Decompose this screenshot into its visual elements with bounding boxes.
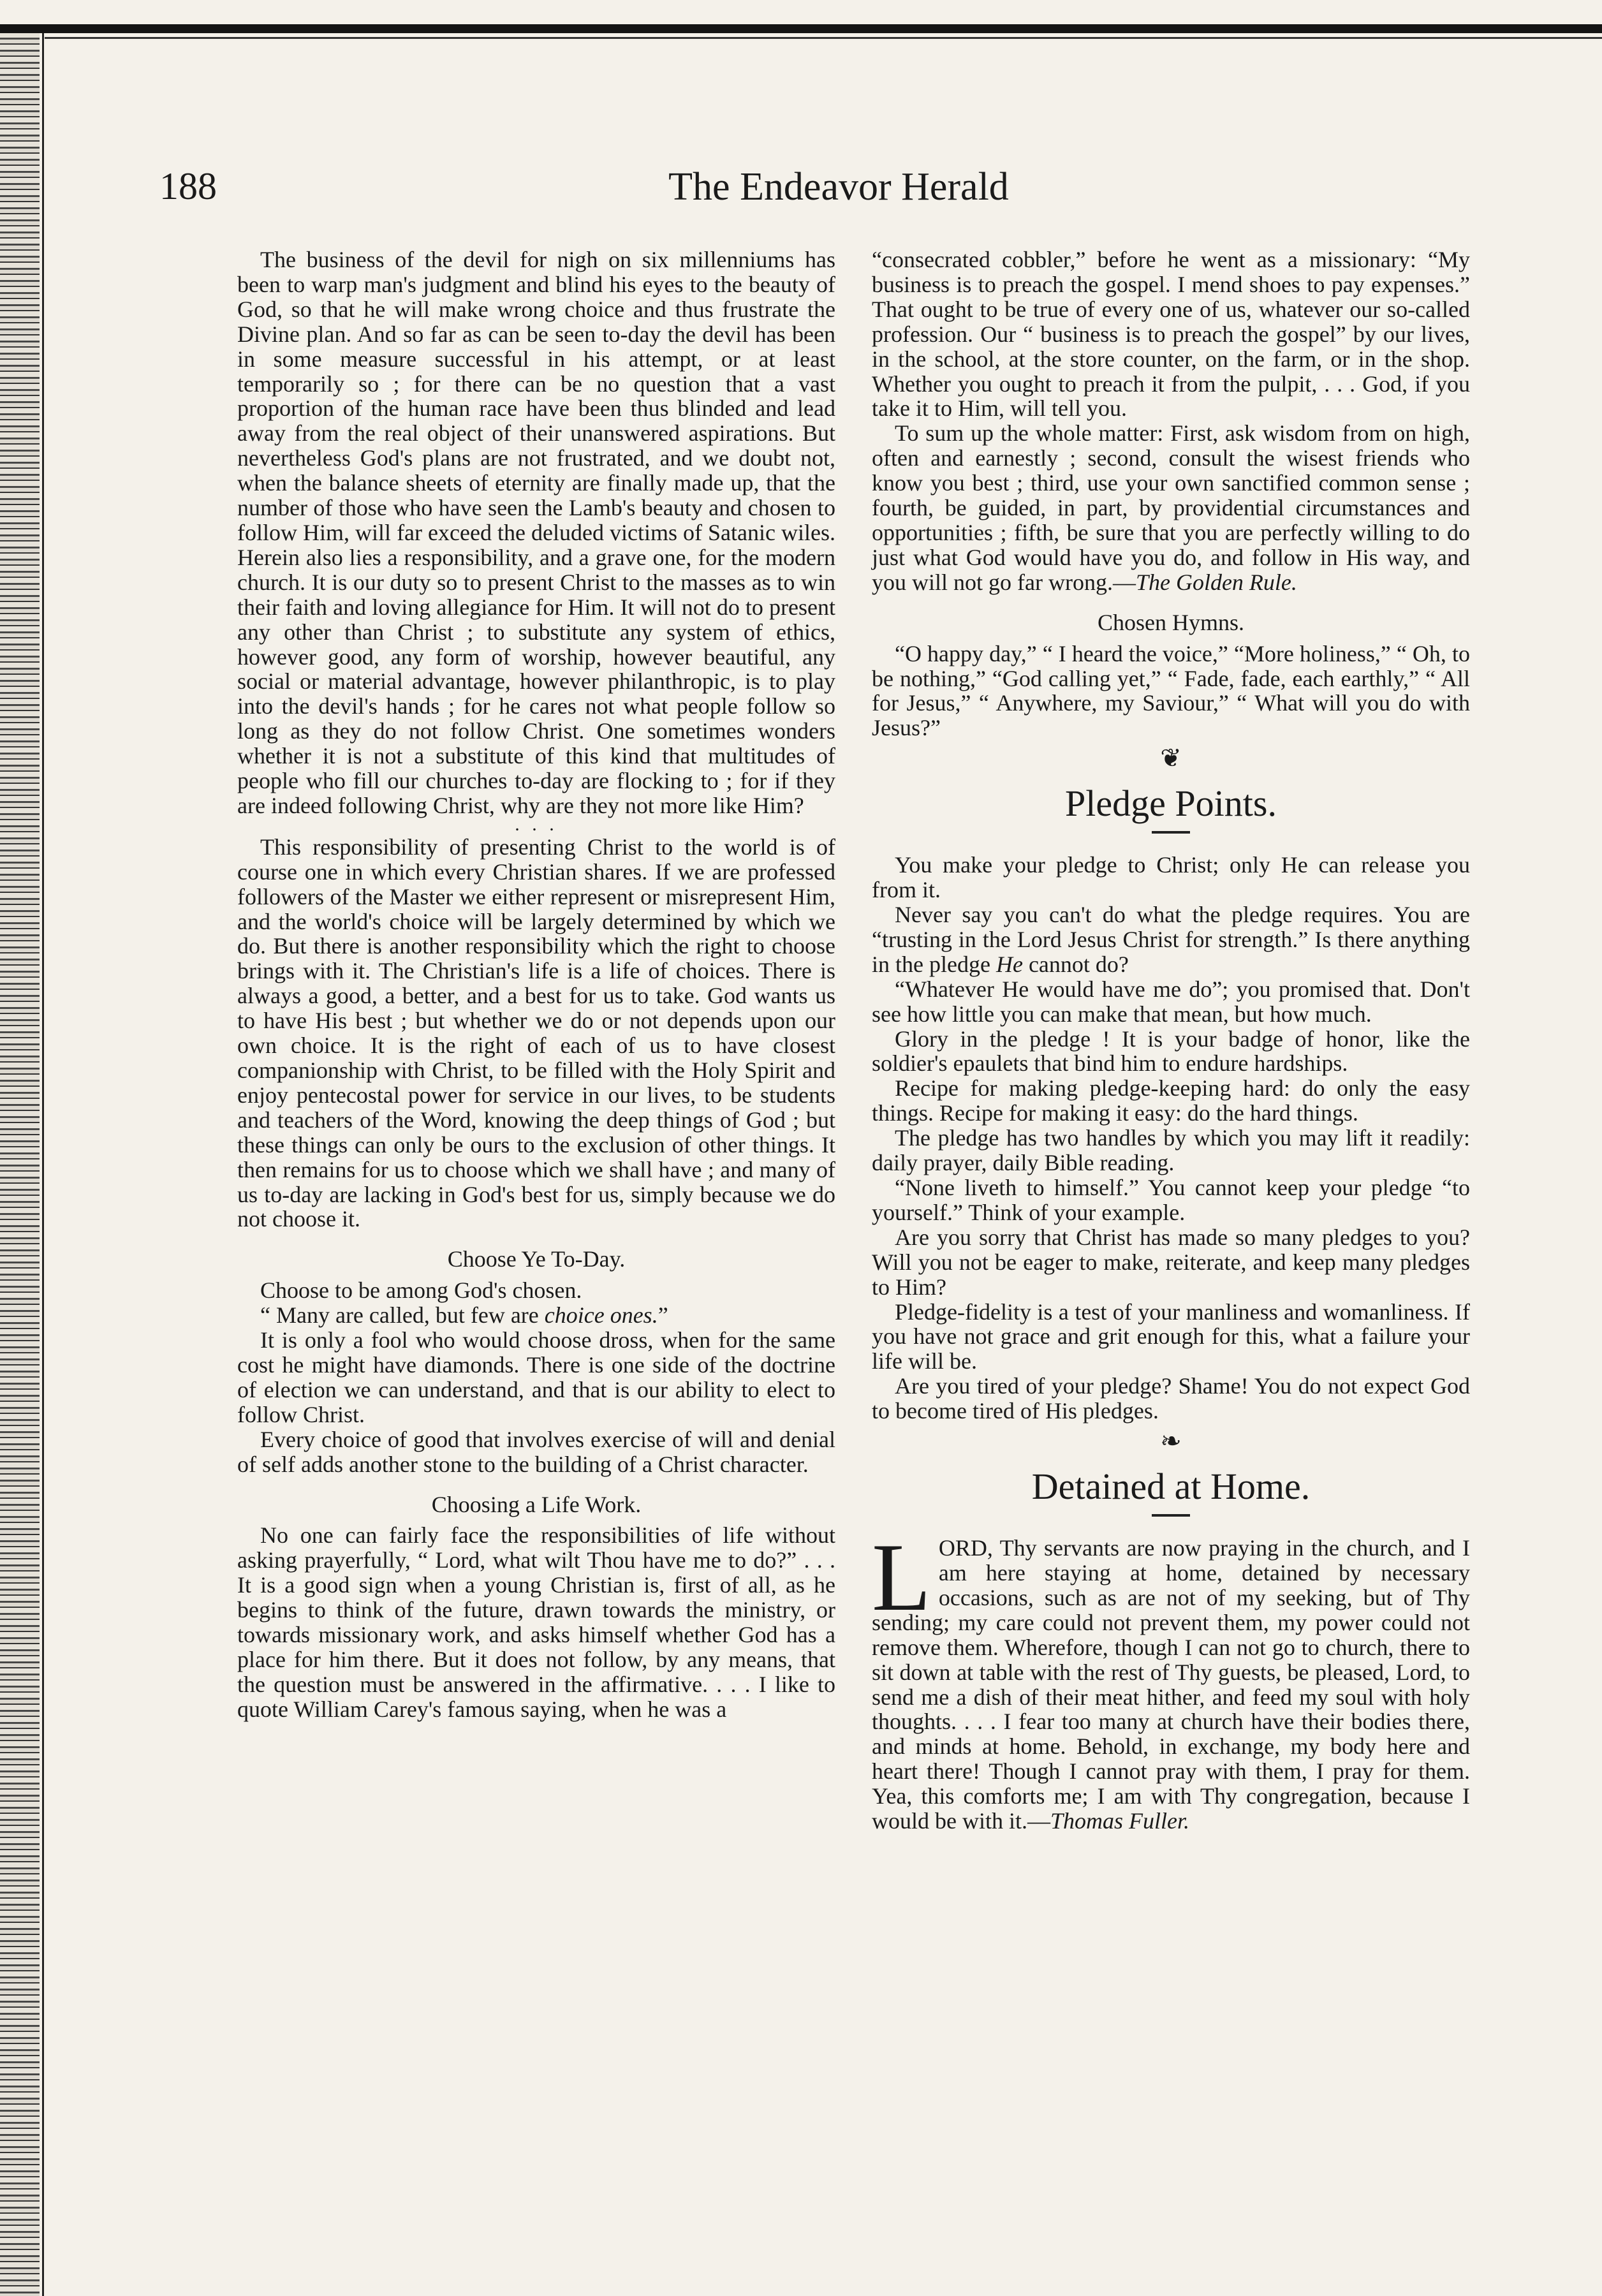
paragraph: Never say you can't do what the pledge requires. You are “trusting in the Lord Jesus Christ for strength.” Is there anything in the pledge He cannot do? xyxy=(872,902,1470,977)
fleuron-ornament: ❦ xyxy=(1160,744,1182,773)
paragraph: You make your pledge to Christ; only He can release you from it. xyxy=(872,852,1470,903)
book-binding-edge xyxy=(0,26,40,2296)
paragraph: Are you tired of your pledge? Shame! You do not expect God to become tired of His pledges. xyxy=(872,1373,1470,1424)
top-rule-thin xyxy=(45,37,1602,39)
fleuron-ornament: ❧ xyxy=(1160,1427,1182,1456)
paragraph: “O happy day,” “ I heard the voice,” “More holiness,” “ Oh, to be nothing,” “God calling yet,” “ Fade, fade, each earthly,” “ All for Jesus,” “ Anywhere, my Saviour,” “ What will you do with Jesus?” xyxy=(872,640,1470,741)
paragraph: Choose to be among God's chosen. xyxy=(260,1277,582,1304)
left-column xyxy=(237,247,835,1722)
paragraph: This responsibility of presenting Christ to the world is of course one in which every Christian shares. If we are professed followers of the Master we either represent or misrepresent Him, and the world's choice will be largely determined by which we do. But there is another responsibility which the right to choose brings with it. The Christian's life is a life of choices. There is always a good, a better, and a best for us to take. God wants us to have His best ; but whether we do or not depends upon our own choice. It is the right of each of us to have closest companionship with Christ, to be filled with the Holy Spirit and enjoy pentecostal power for service in our lives, to be students and teachers of the Word, knowing the deep things of God ; but these things can only be ours to the exclusion of other things. It then remains for us to choose which we shall have ; and many of us to-day are lacking in God's best for us, simply because we do not choose it. xyxy=(237,834,835,1232)
paragraph: The business of the devil for nigh on six millenniums has been to warp man's judgment and blind his eyes to the beauty of God, so that he will make wrong choice and thus frustrate the Divine plan. And so far as can be seen to-day the devil has been in some measure successful in his attempt, or at least temporarily so ; for there can be no question that a vast proportion of the human race have been thus blinded and lead away from the real object of their unanswered aspirations. But nevertheless God's plans are not frustrated, and we doubt not, when the balance sheets of eternity are finally made up, that the number of those who have seen the Lamb's beauty and chosen to follow Him, will far exceed the deluded victims of Satanic wiles. Herein also lies a responsibility, and a grave one, for the modern church. It is our duty so to present Christ to the masses as to win their faith and loving allegiance for Him. It will not do to present any other than Christ ; to substitute any system of ethics, however good, any form of worship, however beautiful, any social or material advantage, however philanthropic, is to play into the devil's hands ; for he cares not what people follow so long as they do not follow Christ. One sometimes wonders whether it is not a substitute of this kind that multitudes of people who fill our churches to-day are flocking to ; for if they are indeed following Christ, why are they not more like Him? xyxy=(237,247,835,818)
page-number: 188 xyxy=(159,165,217,207)
section-heading: Choose Ye To-Day. xyxy=(447,1246,626,1272)
top-rule xyxy=(0,24,1602,33)
right-column xyxy=(872,247,1470,1834)
source-attribution: Thomas Fuller. xyxy=(1050,1808,1190,1834)
title-rule xyxy=(1152,831,1190,834)
paragraph: Every choice of good that involves exercise of will and denial of self adds another stone to the building of a Christ character. xyxy=(237,1426,835,1477)
article-title: Pledge Points. xyxy=(1065,783,1277,825)
paragraph: It is only a fool who would choose dross, when for the same cost he might have diamonds. There is one side of the doctrine of election we can understand, and that is our ability to elect to follow Christ. xyxy=(237,1327,835,1427)
paragraph: The pledge has two handles by which you may lift it readily: daily prayer, daily Bible reading. xyxy=(872,1125,1470,1176)
paragraph: Glory in the pledge ! It is your badge of honor, like the soldier's epaulets that bind him to endure hardships. xyxy=(872,1026,1470,1077)
paragraph: Recipe for making pledge-keeping hard: do only the easy things. Recipe for making it easy: do the hard things. xyxy=(872,1075,1470,1126)
binding-rule xyxy=(42,26,44,2296)
drop-cap: L xyxy=(872,1524,931,1631)
paragraph: “None liveth to himself.” You cannot keep your pledge “to yourself.” Think of your example. xyxy=(872,1175,1470,1225)
paragraph: “ Many are called, but few are choice ones.” xyxy=(260,1302,668,1328)
running-title: The Endeavor Herald xyxy=(668,165,1009,209)
page-header xyxy=(159,165,1492,222)
paragraph: “consecrated cobbler,” before he went as a missionary: “My business is to preach the gospel. I mend shoes to pay expenses.” That ought to be true of every one of us, whatever our so-called profession. Our “ business is to preach the gospel” by our lives, in the school, at the store counter, on the farm, or in the shop. Whether you ought to preach it from the pulpit, . . . God, if you take it to Him, will tell you. xyxy=(872,247,1470,422)
paragraph: No one can fairly face the responsibilities of life without asking prayerfully, “ Lord, what wilt Thou have me to do?” . . . It is a good sign when a young Christian is, first of all, as he begins to think of the future, drawn towards the ministry, or towards missionary work, and asks himself whether God has a place for him there. But it does not follow, by any means, that the question must be answered in the affirmative. . . . I like to quote William Carey's famous saying, when he was a xyxy=(237,1522,835,1722)
section-dots: . . . xyxy=(515,813,558,835)
title-rule xyxy=(1152,1514,1190,1517)
article-title: Detained at Home. xyxy=(1031,1466,1311,1508)
section-heading: Choosing a Life Work. xyxy=(431,1491,642,1517)
paragraph: LORD, Thy servants are now praying in the church, and I am here staying at home, detained by necessary occasions, such as are not of my seeking, but of Thy sending; my care could not prevent them, my power could not remove them. Wherefore, though I can not go to church, there to sit down at table with the rest of Thy guests, be pleased, Lord, to send me a dish of their meat hither, and feed my soul with holy thoughts. . . . I fear too many at church have their bodies there, and minds at home. Behold, in exchange, my body here and heart there! Though I cannot pray with them, I pray for them. Yea, this comforts me; I am with Thy congregation, because I would be with it.—Thomas Fuller. xyxy=(872,1524,1470,1834)
paragraph: “Whatever He would have me do”; you promised that. Don't see how little you can make that mean, but how much. xyxy=(872,976,1470,1027)
paragraph: To sum up the whole matter: First, ask wisdom from on high, often and earnestly ; second, consult the wisest friends who know you best ; third, use your own sanctified common sense ; fourth, be guided, in part, by providential circumstances and opportunities ; fifth, be sure that you are perfectly willing to do just what God would have you do, and follow in His way, and you will not go far wrong.—The Golden Rule. xyxy=(872,420,1470,595)
paragraph: Are you sorry that Christ has made so many pledges to you? Will you not be eager to make, reiterate, and keep many pledges to Him? xyxy=(872,1224,1470,1300)
section-heading: Chosen Hymns. xyxy=(1097,609,1244,635)
paragraph: Pledge-fidelity is a test of your manliness and womanliness. If you have not grace and grit enough for this, what a failure your life will be. xyxy=(872,1299,1470,1374)
source-attribution: The Golden Rule. xyxy=(1135,569,1297,595)
